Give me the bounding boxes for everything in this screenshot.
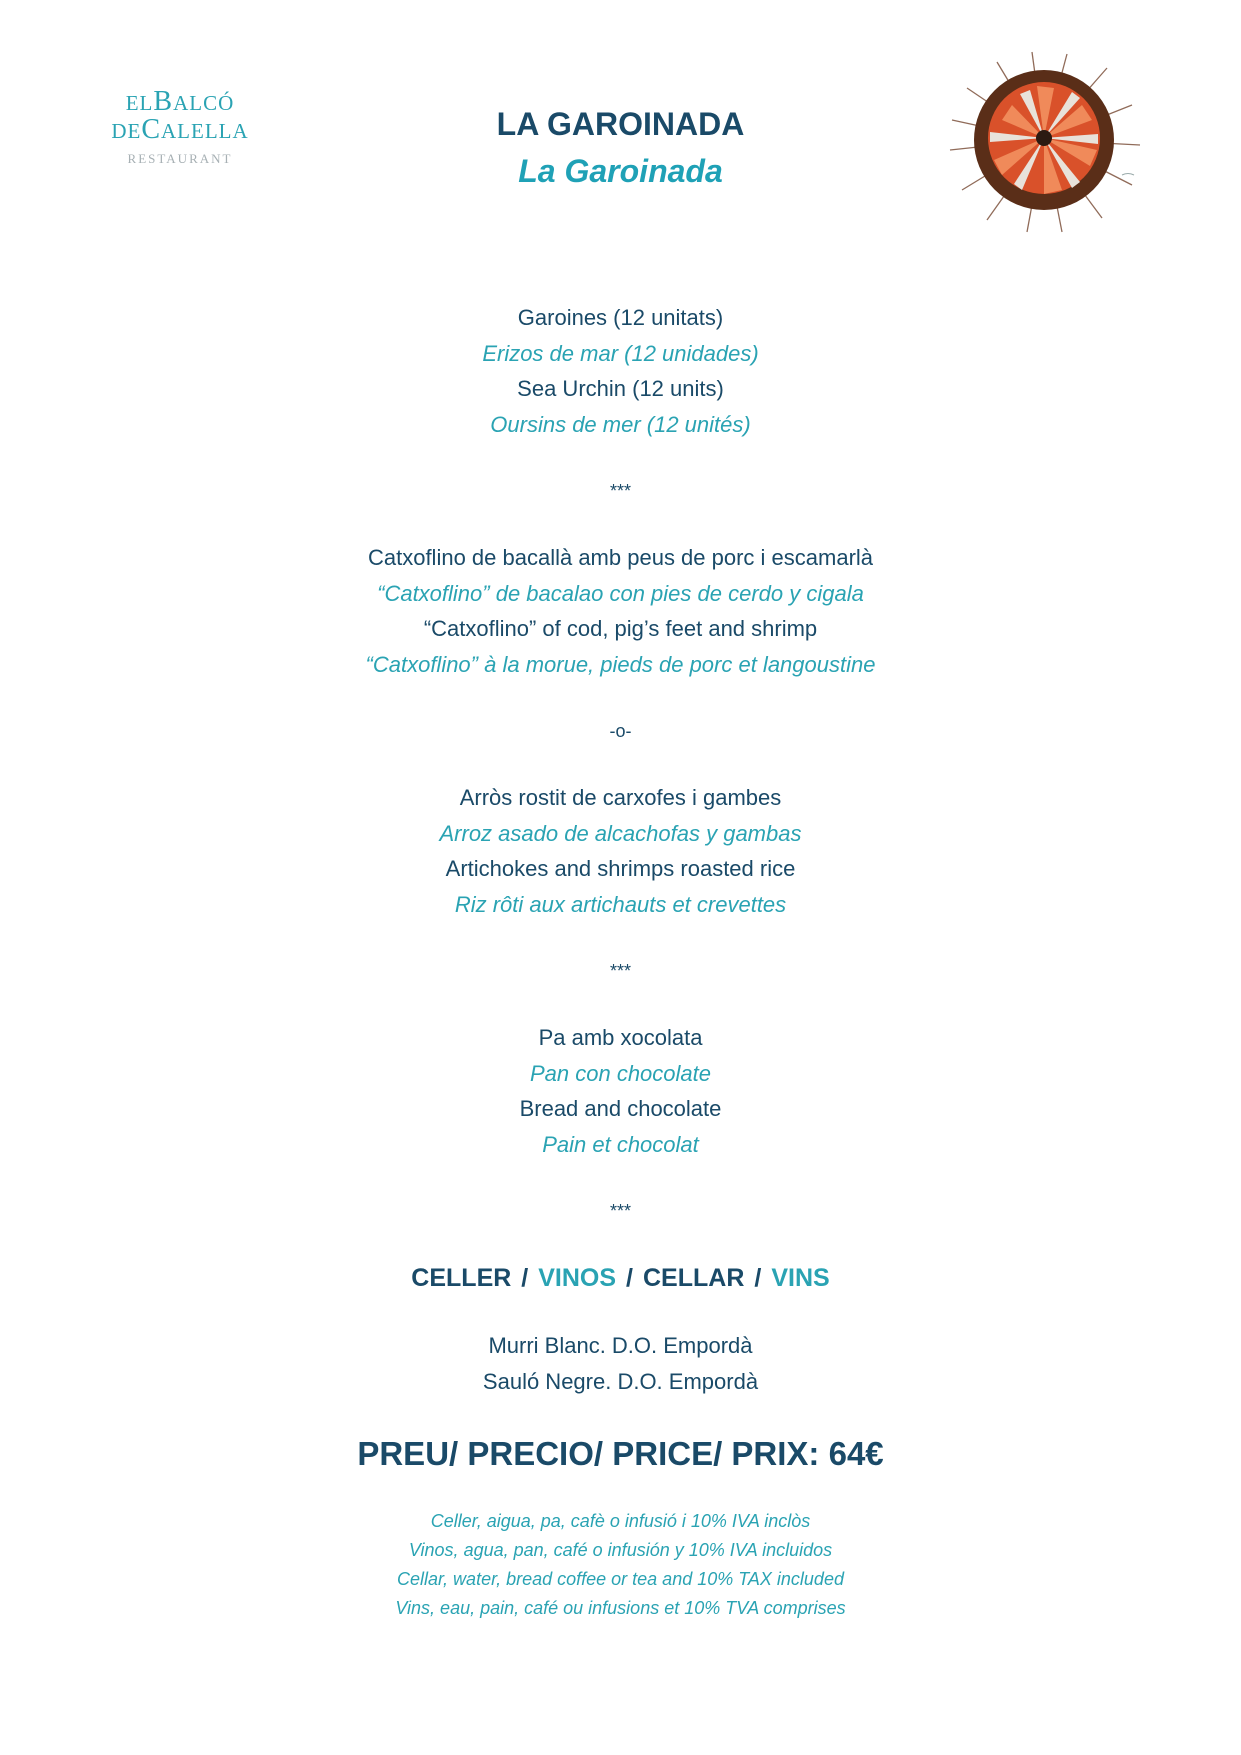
dessert-spanish: Pan con chocolate	[529, 1060, 712, 1086]
inclusions-english: Cellar, water, bread coffee or tea and 10% TAX included	[397, 1569, 844, 1589]
logo-line-1: ELBALCÓ	[125, 86, 235, 117]
cellar-english: CELLAR	[643, 1264, 745, 1292]
course-1-catalan: Garoines (12 unitats)	[517, 305, 724, 330]
course-2a-catalan: Catxoflino de bacallà amb peus de porc i escamarlà	[367, 545, 874, 570]
separator: ***	[609, 961, 631, 981]
or-separator: -o-	[609, 721, 632, 741]
course-2a-french: “Catxoflino” à la morue, pieds de porc et langoustine	[365, 651, 876, 677]
inclusions-catalan: Celler, aigua, pa, cafè o infusió i 10% IVA inclòs	[430, 1511, 811, 1531]
wine-red: Sauló Negre. D.O. Empordà	[482, 1368, 759, 1394]
separator: ***	[609, 481, 631, 501]
dessert-french: Pain et chocolat	[542, 1131, 699, 1157]
page-title: LA GAROINADA	[496, 106, 745, 142]
menu-price: PREU/ PRECIO/ PRICE/ PRIX: 64€	[357, 1435, 884, 1472]
menu-body	[0, 300, 1241, 1623]
course-2b-spanish: Arroz asado de alcachofas y gambas	[439, 820, 802, 846]
cellar-catalan: CELLER	[411, 1264, 512, 1292]
wine-white: Murri Blanc. D.O. Empordà	[488, 1333, 753, 1358]
course-2b-english: Artichokes and shrimps roasted rice	[445, 856, 796, 881]
course-1-spanish: Erizos de mar (12 unidades)	[482, 340, 759, 366]
course-1-english: Sea Urchin (12 units)	[517, 376, 724, 401]
cellar-spanish: VINOS	[538, 1264, 617, 1292]
course-2a-english: “Catxoflino” of cod, pig’s feet and shrimp	[423, 616, 818, 641]
cellar-french: VINS	[771, 1264, 830, 1292]
inclusions-spanish: Vinos, agua, pan, café o infusión y 10% IVA incluidos	[408, 1540, 833, 1560]
course-2b-catalan: Arròs rostit de carxofes i gambes	[459, 785, 782, 810]
page-subtitle: La Garoinada	[518, 153, 723, 189]
course-1-french: Oursins de mer (12 unités)	[490, 411, 751, 437]
inclusions-french: Vins, eau, pain, café ou infusions et 10% TVA comprises	[395, 1598, 846, 1618]
separator: ***	[609, 1201, 631, 1221]
logo-line-3: RESTAURANT	[127, 151, 233, 166]
dessert-english: Bread and chocolate	[519, 1096, 722, 1121]
course-2b-french: Riz rôti aux artichauts et crevettes	[454, 891, 787, 917]
course-2a-spanish: “Catxoflino” de bacalao con pies de cerdo y cigala	[377, 580, 864, 606]
cellar-heading: CELLER / VINOS / CELLAR / VINS	[411, 1264, 830, 1292]
dessert-catalan: Pa amb xocolata	[538, 1025, 703, 1050]
logo-line-2: DECALELLA	[111, 114, 249, 145]
